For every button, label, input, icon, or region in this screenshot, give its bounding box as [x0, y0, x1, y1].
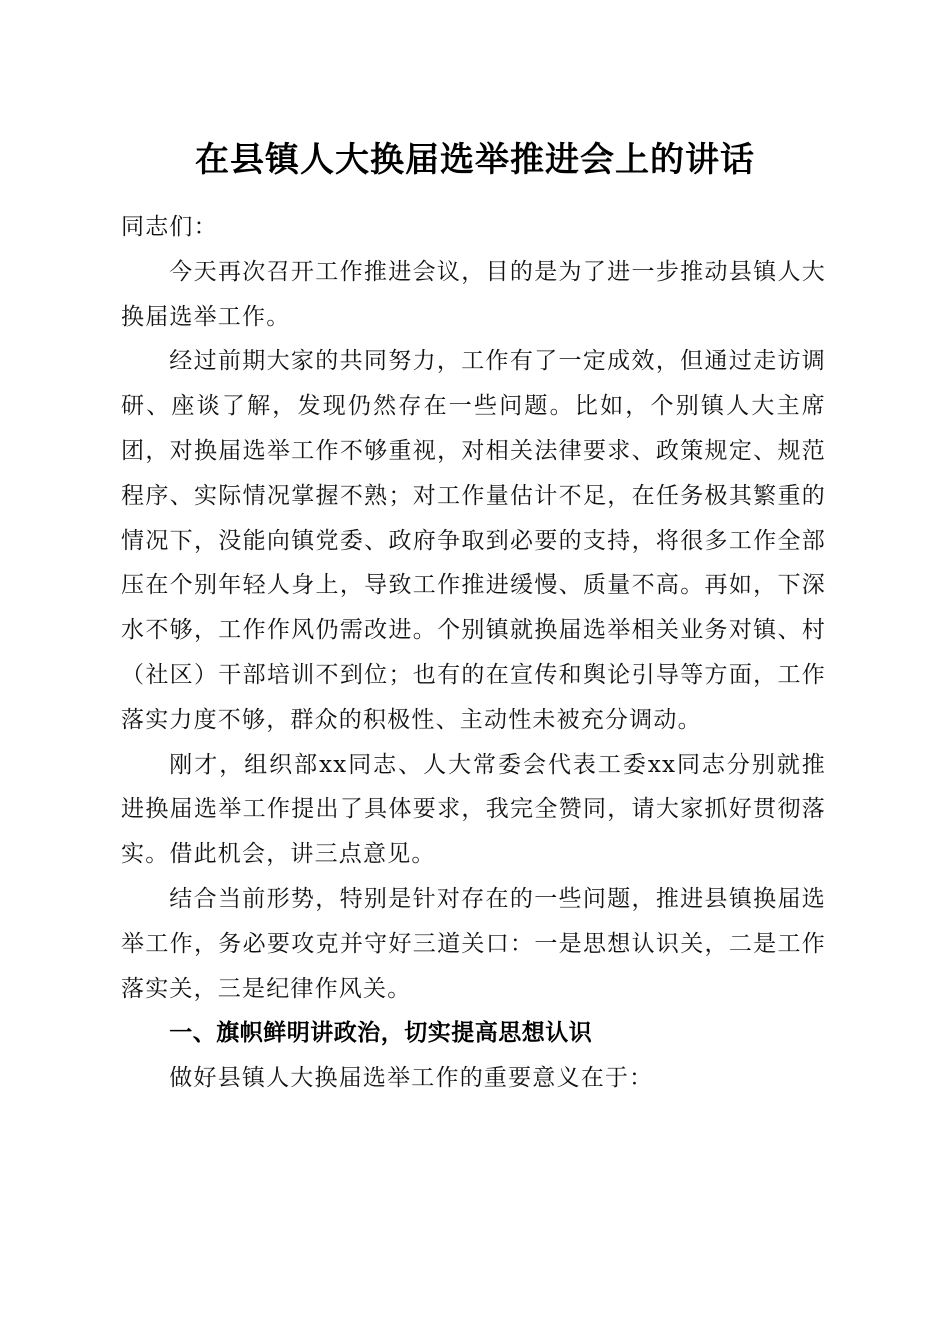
paragraph-three-checkpoints: 结合当前形势，特别是针对存在的一些问题，推进县镇换届选举工作，务必要攻克并守好三道关口：一是思想认识关，二是工作落实关，三是纪律作风关。: [121, 885, 826, 1002]
document-title: 在县镇人大换届选举推进会上的讲话: [195, 140, 755, 180]
paragraph-significance: 做好县镇人大换届选举工作的重要意义在于：: [169, 1065, 654, 1092]
paragraph-intro: 今天再次召开工作推进会议，目的是为了进一步推动县镇人大换届选举工作。: [121, 258, 826, 330]
salutation: 同志们：: [121, 214, 218, 240]
document-body: [121, 205, 826, 1101]
paragraph-problems: 经过前期大家的共同努力，工作有了一定成效，但通过走访调研、座谈了解，发现仍然存在一些问题。比如，个别镇人大主席团，对换届选举工作不够重视，对相关法律要求、政策规定、规范程序、实际情况掌握不熟；对工作量估计不足，在任务极其繁重的情况下，没能向镇党委、政府争取到必要的支持，将很多工作全部压在个别年轻人身上，导致工作推进缓慢、质量不高。再如，下深水不够，工作作风仍需改进。个别镇就换届选举相关业务对镇、村（社区）干部培训不到位；也有的在宣传和舆论引导等方面，工作落实力度不够，群众的积极性、主动性未被充分调动。: [121, 348, 826, 733]
paragraph-requirements: 刚才，组织部xx同志、人大常委会代表工委xx同志分别就推进换届选举工作提出了具体要求，我完全赞同，请大家抓好贯彻落实。借此机会，讲三点意见。: [121, 751, 826, 868]
section-heading: 一、旗帜鲜明讲政治，切实提高思想认识: [169, 1020, 593, 1047]
